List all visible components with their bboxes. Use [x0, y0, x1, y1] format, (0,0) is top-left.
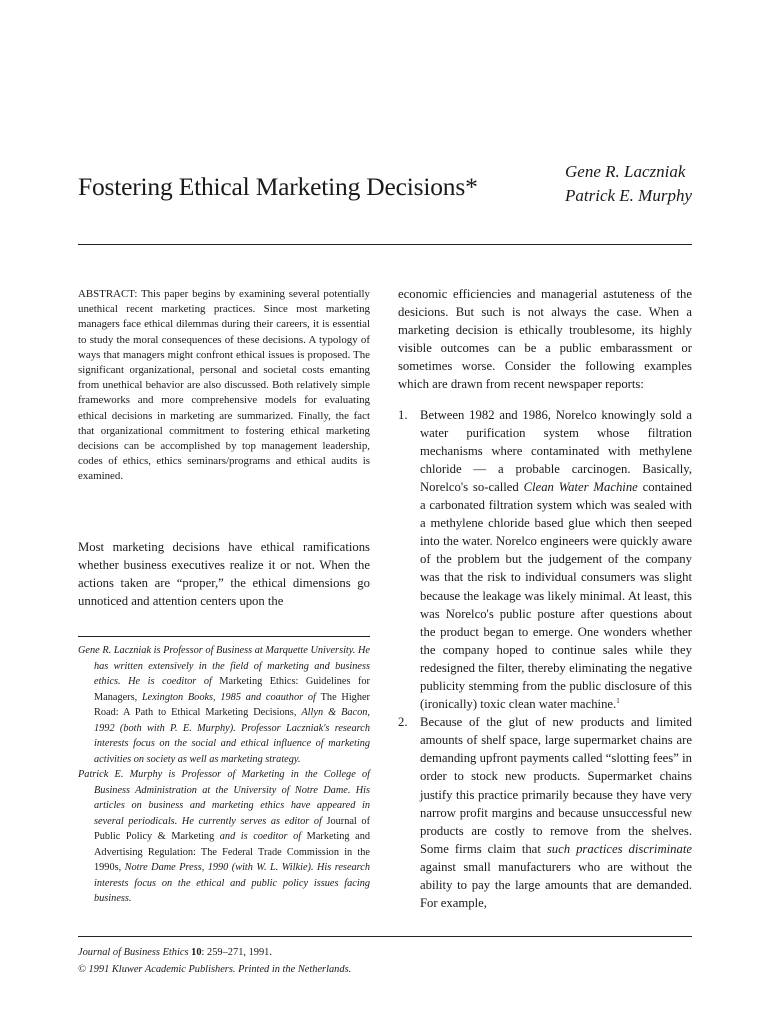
author-bio-laczniak: Gene R. Laczniak is Professor of Business at Marquette University. He has written extensively in the field of marketing and business ethics. He is coeditor of Marketing Ethics: Guidelines for Managers, Lexington Books, 1985 and coauthor of The Higher Road: A Path to Ethical Marketing Decisions, Allyn & Bacon, 1992 (both with P. E. Murphy). Professor Laczniak's research interests focus on the social and ethical influence of marketing activities on society as well as marketing strategy. — [78, 645, 370, 765]
header-divider — [78, 244, 692, 245]
footnote-divider — [78, 636, 370, 637]
author-bios — [78, 643, 370, 907]
copyright-line: © 1991 Kluwer Academic Publishers. Printed in the Netherlands. — [78, 964, 352, 975]
list-number: 2. — [398, 715, 408, 730]
author-list — [565, 160, 692, 208]
list-item: 1. Between 1982 and 1986, Norelco knowingly sold a water purification system whose filtration mechanisms where contaminated with methylene chloride — a probable carcinogen. Basically, Norelco's so-called Clean Water Machine contained a carbonated filtration system which was sealed with a methylene chloride based glue which then seeped into the water. Norelco engineers were quickly aware of the problem but the judgement of the company was that the risk to individual consumers was slight because the leakage was likely minimal. At least, this was Norelco's public posture after questions about the product began to emerge. One wonders whether the company hoped to continue sales while they redesigned the filter, thereby eliminating the negative publicity stemming from the public disclosure of this (ironically) toxic clean water machine.$^1$ — [398, 407, 692, 712]
example-list — [398, 406, 692, 913]
abstract-text: ABSTRACT: This paper begins by examining several potentially unethical recent marketing practices. Since most marketing managers face ethical dilemmas during their careers, it is essential to study the moral consequences of these decisions. A typology of ways that managers might confront ethical issues is proposed. The significant organizational, personal and societal costs emanting from unethical behavior are also discussed. Both relatively simple frameworks and more comprehensive models for evaluating ethical decisions in marketing are summarized. Finally, the fact that organizational commitment to fostering ethical marketing decisions can be accomplished by top management leadership, codes of ethics, ethics seminars/programs and ethical audits is examined. — [78, 288, 370, 483]
author-bio-murphy: Patrick E. Murphy is Professor of Marketing in the College of Business Administration at the University of Notre Dame. His articles on business and marketing ethics have appeared in several periodicals. He currently serves as editor of Journal of Public Policy & Marketing and is coeditor of Marketing and Advertising Regulation: The Federal Trade Commission in the 1990s, Notre Dame Press, 1990 (with W. L. Wilkie). His research interests focus on the ethical and public policy issues facing business. — [78, 769, 371, 904]
list-number: 1. — [398, 407, 408, 422]
left-column — [78, 287, 370, 485]
journal-footer — [78, 944, 498, 978]
footnote-marker: 1 — [616, 696, 620, 705]
body-paragraph: economic efficiencies and managerial astuteness of the desicions. But such is not always the case. When a marketing decision is ethically troublesome, its highly visible outcomes can be a public embarassment or sometimes worse. Consider the following examples which are drawn from recent newspaper reports: — [398, 287, 692, 392]
journal-citation: Journal of Business Ethics 10: 259–271, 1991. — [78, 947, 272, 958]
author-name: Patrick E. Murphy — [565, 186, 692, 205]
author-name: Gene R. Laczniak — [565, 162, 686, 181]
list-item: 2. Because of the glut of new products and limited amounts of shelf space, large supermarket chains are demanding upfront payments called “slotting fees” in order to stock new products. Supermarket chains justify this practice primarily because they have very narrow profit margins and because unsuccessful new products are costly to remove from the shelves. Some firms claim that such practices discriminate against small manufacturers who are without the ability to pay the large amounts that are demanded. For example, — [398, 715, 692, 911]
right-column — [398, 285, 692, 912]
article-title: Fostering Ethical Marketing Decisions* — [78, 172, 478, 201]
footer-divider — [78, 936, 692, 937]
intro-paragraph: Most marketing decisions have ethical ramifications whether business executives realize it or not. When the actions taken are “proper,” the ethical dimensions go unnoticed and attention centers upon the — [78, 540, 370, 609]
